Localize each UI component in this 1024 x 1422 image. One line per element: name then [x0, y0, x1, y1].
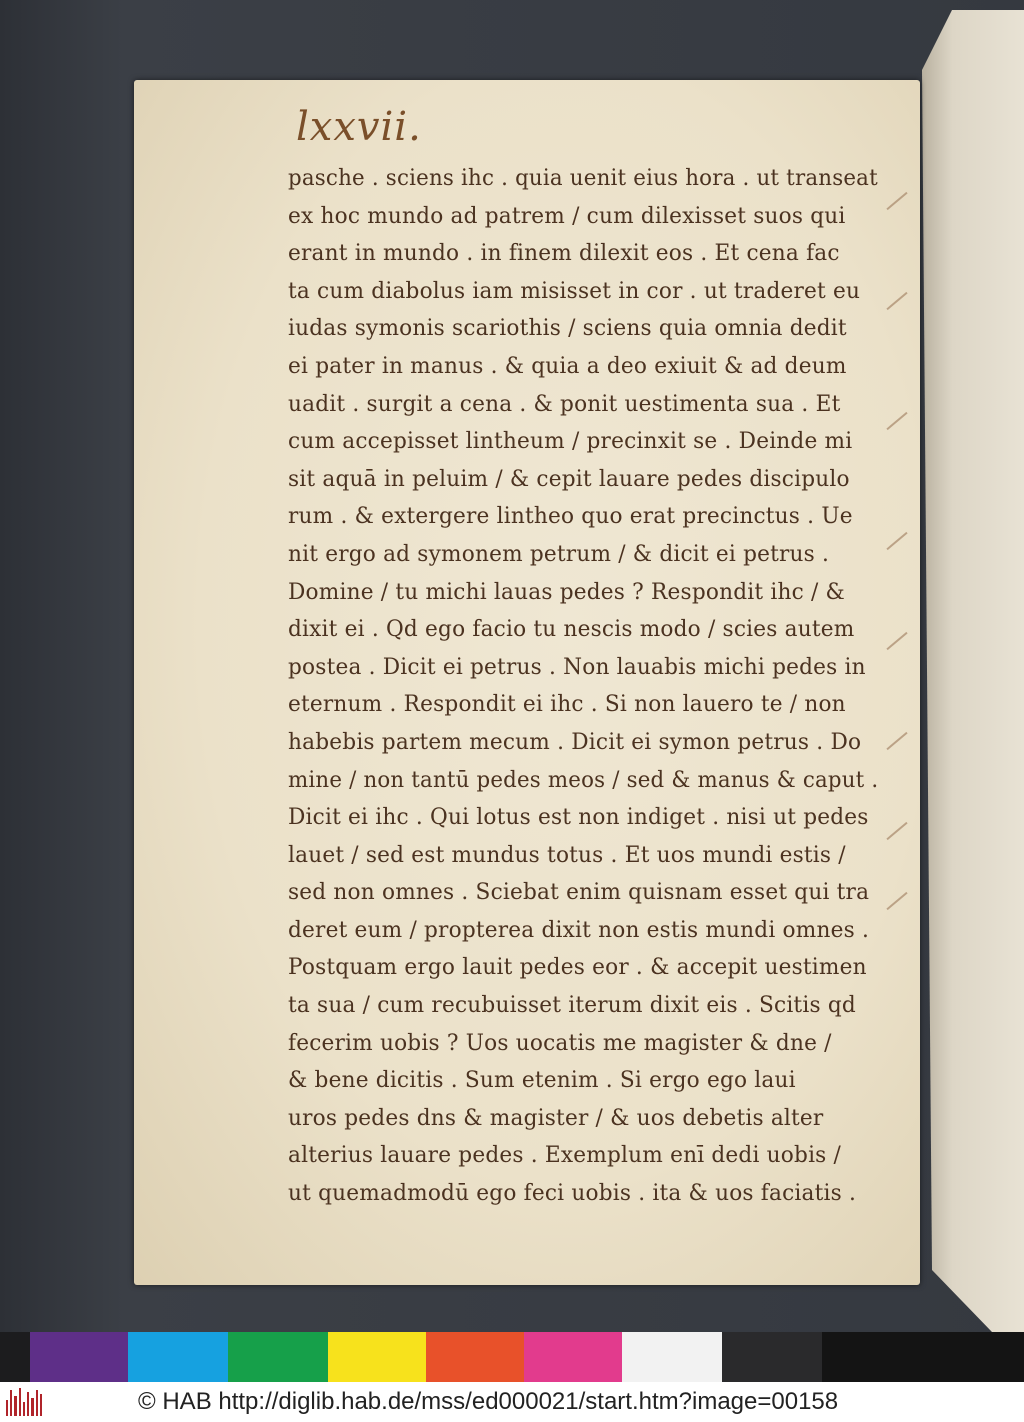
logo-bar — [14, 1396, 16, 1416]
manuscript-line: postea . Dicit ei petrus . Non lauabis michi pedes in — [288, 654, 866, 680]
manuscript-line: eternum . Respondit ei ihc . Si non lauero te / non — [288, 692, 846, 718]
color-swatch — [822, 1332, 1024, 1382]
color-swatch — [426, 1332, 524, 1382]
manuscript-line: cum accepisset lintheum / precinxit se . Deinde mi — [288, 429, 853, 455]
footer-bar — [0, 1382, 1024, 1422]
manuscript-line: pasche . sciens ihc . quia uenit eius hora . ut transeat — [288, 166, 878, 191]
manuscript-line: uros pedes dns & magister / & uos debetis alter — [288, 1105, 824, 1131]
color-swatch — [30, 1332, 128, 1382]
manuscript-line: sit aquā in peluim / & cepit lauare pedes discipulo — [288, 466, 850, 492]
logo-bar — [40, 1394, 42, 1416]
manuscript-line: uadit . surgit a cena . & ponit uestimenta sua . Et — [288, 391, 841, 417]
logo-bar — [27, 1392, 29, 1416]
manuscript-line: Dicit ei ihc . Qui lotus est non indiget . nisi ut pedes — [288, 805, 869, 831]
manuscript-line: deret eum / propterea dixit non estis mundi omnes . — [288, 917, 870, 943]
manuscript-line: ta sua / cum recubuisset iterum dixit eis . Scitis qd — [288, 993, 856, 1019]
next-page-edge — [922, 10, 1024, 1332]
manuscript-line: & bene dicitis . Sum etenim . Si ergo ego laui — [288, 1068, 796, 1094]
logo-bar — [6, 1400, 8, 1416]
color-swatch — [128, 1332, 228, 1382]
manuscript-line: mine / non tantū pedes meos / sed & manus & caput . — [288, 767, 879, 793]
manuscript-line: sed non omnes . Sciebat enim quisnam esset qui tra — [288, 880, 870, 906]
logo-bar — [10, 1390, 12, 1416]
logo-bar — [19, 1388, 21, 1416]
manuscript-line: dixit ei . Qd ego facio tu nescis modo / scies autem — [288, 617, 855, 643]
manuscript-line: Postquam ergo lauit pedes eor . & accepit uestimen — [288, 955, 867, 981]
color-swatch — [622, 1332, 722, 1382]
color-swatch — [524, 1332, 622, 1382]
color-swatch — [328, 1332, 426, 1382]
logo-bar — [31, 1398, 33, 1416]
manuscript-line: ex hoc mundo ad patrem / cum dilexisset suos qui — [288, 203, 846, 229]
manuscript-line: ei pater in manus . & quia a deo exiuit & ad deum — [288, 353, 847, 379]
copyright-link[interactable]: © HAB http://diglib.hab.de/mss/ed000021/start.htm?image=00158 — [138, 1388, 839, 1415]
manuscript-line: erant in mundo . in finem dilexit eos . Et cena fac — [288, 241, 840, 267]
hab-logo-icon — [6, 1388, 42, 1416]
manuscript-line: Domine / tu michi lauas pedes ? Respondit ihc / & — [288, 579, 845, 605]
folio-number: lxxvii. — [296, 104, 422, 150]
color-swatch — [722, 1332, 822, 1382]
logo-bar — [36, 1390, 38, 1416]
manuscript-line: lauet / sed est mundus totus . Et uos mundi estis / — [288, 842, 846, 868]
color-swatch — [228, 1332, 328, 1382]
manuscript-line: ut quemadmodū ego feci uobis . ita & uos faciatis . — [288, 1181, 857, 1207]
manuscript-line: iudas symonis scariothis / sciens quia omnia dedit — [288, 316, 847, 342]
manuscript-line: alterius lauare pedes . Exemplum enī dedi uobis / — [288, 1143, 842, 1169]
manuscript-line: rum . & extergere lintheo quo erat precinctus . Ue — [288, 504, 853, 530]
manuscript-line: habebis partem mecum . Dicit ei symon petrus . Do — [288, 729, 862, 755]
color-swatch — [0, 1332, 30, 1382]
manuscript-text-block — [288, 160, 888, 1213]
color-calibration-bar — [0, 1332, 1024, 1382]
manuscript-line: ta cum diabolus iam misisset in cor . ut traderet eu — [288, 278, 861, 304]
manuscript-line: fecerim uobis ? Uos uocatis me magister & dne / — [288, 1030, 832, 1056]
manuscript-line: nit ergo ad symonem petrum / & dicit ei petrus . — [288, 541, 830, 567]
logo-bar — [23, 1402, 25, 1416]
